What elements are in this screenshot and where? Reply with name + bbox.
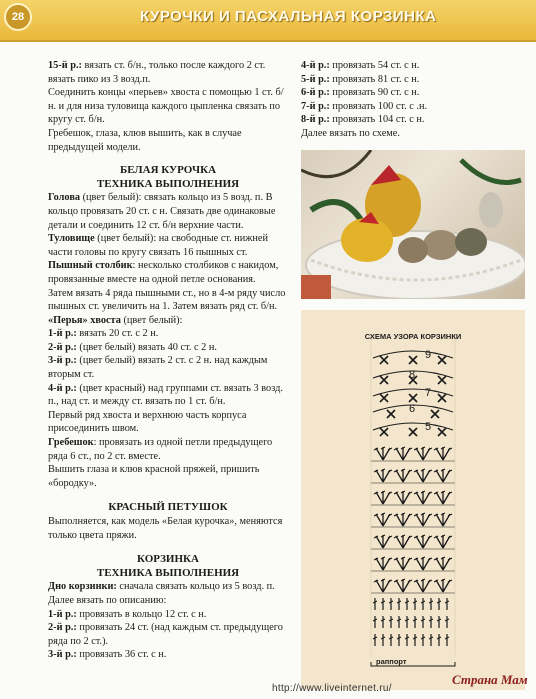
row-instruction: 8-й р.: провязать 104 ст. с н. xyxy=(301,114,425,126)
treble-fan-symbol xyxy=(416,557,430,570)
single-crochet-symbol xyxy=(409,356,417,364)
section-heading: КРАСНЫЙ ПЕТУШОК xyxy=(108,501,228,514)
treble-fan-symbol xyxy=(436,535,450,548)
section-heading: КОРЗИНКА xyxy=(137,553,199,566)
treble-fan-symbol xyxy=(416,535,430,548)
paragraph: Далее вязать по схеме. xyxy=(301,127,400,139)
pattern-chart xyxy=(301,310,525,690)
row-number-label: 5 xyxy=(425,421,432,433)
treble-fan-symbol xyxy=(376,469,390,482)
chain-arc-symbol xyxy=(373,389,453,396)
row-instruction: 2-й р.: провязать 24 ст. (над каждым ст. предыдущего ряда по 2 ст.). xyxy=(48,622,283,647)
row-instruction: 3-й р.: провязать 36 ст. с н. xyxy=(48,649,167,661)
treble-fan-symbol xyxy=(436,513,450,526)
treble-fan-symbol xyxy=(396,491,410,504)
treble-fan-symbol xyxy=(416,469,430,482)
treble-fan-symbol xyxy=(436,447,450,460)
paragraph: Гребешок: провязать из одной петли предыдущего ряда 6 ст., по 2 ст. вместе. xyxy=(48,437,273,462)
row-instruction: 2-й р.: (цвет белый) вязать 40 ст. с 2 н. xyxy=(48,341,217,353)
row-number-label: 9 xyxy=(425,349,432,361)
treble-fan-symbol xyxy=(436,579,450,592)
single-crochet-symbol xyxy=(438,428,446,436)
paragraph: Соединить концы «перьев» хвоста с помощью 1 ст. б/н. и для низа туловища каждого цыпленка связать по кругу ст. б/н. xyxy=(48,87,284,126)
paragraph: 15-й р.: вязать ст. б/н., только после каждого 2 ст. вязать пико из 3 возд.п. xyxy=(48,60,266,85)
page-header xyxy=(0,0,536,42)
treble-fan-symbol xyxy=(376,579,390,592)
chain-arc-symbol xyxy=(373,423,453,430)
single-crochet-symbol xyxy=(380,376,388,384)
watermark-url: http://www.liveinternet.ru/ xyxy=(272,683,392,694)
treble-fan-symbol xyxy=(396,447,410,460)
row-instruction: 3-й р.: (цвет белый) вязать 2 ст. с 2 н. над каждым вторым ст. xyxy=(48,355,268,381)
section-subheading: ТЕХНИКА ВЫПОЛНЕНИЯ xyxy=(96,566,240,579)
treble-fan-symbol xyxy=(416,513,430,526)
page-number: 28 xyxy=(4,3,32,31)
single-crochet-symbol xyxy=(438,356,446,364)
row-instruction: 1-й р.: вязать 20 ст. с 2 н. xyxy=(48,328,159,340)
paragraph: Первый ряд хвоста и верхнюю часть корпуса присоединить швом. xyxy=(48,409,247,435)
treble-fan-symbol xyxy=(436,469,450,482)
paragraph: Голова (цвет белый): связать кольцо из 5 возд. п. В кольцо провязать 20 ст. с н. Связать две одинаковые детали и соединить 12 ст. б/н верхние части. xyxy=(48,192,276,231)
treble-fan-symbol xyxy=(436,557,450,570)
single-crochet-symbol xyxy=(409,428,417,436)
row-instruction: 4-й р.: (цвет красный) над группами ст. вязать 3 возд. п., над ст. и между ст. вязать по 1 ст. б/н. xyxy=(48,382,283,408)
crochet-pattern-diagram xyxy=(301,310,525,690)
treble-fan-symbol xyxy=(416,579,430,592)
treble-fan-symbol xyxy=(416,447,430,460)
paragraph: Гребешок, глаза, клюв вышить, как в случае предыдущей модели. xyxy=(48,127,242,153)
single-crochet-symbol xyxy=(387,410,395,418)
paragraph: Затем вязать 4 ряда пышными ст., но в 4-м ряду число пышных ст. увеличить на 1. Затем вязать ряд ст. б/н. xyxy=(48,287,286,313)
watermark-logo: Страна Мам xyxy=(452,672,528,687)
treble-fan-symbol xyxy=(376,447,390,460)
treble-fan-symbol xyxy=(376,491,390,504)
single-crochet-symbol xyxy=(380,394,388,402)
paragraph: Дно корзинки: сначала связать кольцо из 5 возд. п. Далее вязать по описанию: xyxy=(48,581,275,606)
row-instruction: 5-й р.: провязать 81 ст. с н. xyxy=(301,73,420,85)
treble-fan-symbol xyxy=(396,513,410,526)
treble-fan-symbol xyxy=(376,535,390,548)
chain-arc-symbol xyxy=(373,351,453,358)
single-crochet-symbol xyxy=(409,394,417,402)
row-instruction: 6-й р.: провязать 90 ст. с н. xyxy=(301,87,420,99)
page-title: КУРОЧКИ И ПАСХАЛЬНАЯ КОРЗИНКА xyxy=(140,8,437,25)
treble-fan-symbol xyxy=(396,535,410,548)
treble-fan-symbol xyxy=(376,557,390,570)
treble-fan-symbol xyxy=(416,491,430,504)
basket-photo xyxy=(301,150,525,299)
row-number-label: 7 xyxy=(425,387,432,399)
paragraph: Туловище (цвет белый): на свободные ст. нижней части головы по кругу связать 16 пышных ст. xyxy=(48,233,268,258)
paragraph: Пышный столбик: несколько столбиков с накидом, провязанные вместе на одной петле основания. xyxy=(48,260,279,285)
single-crochet-symbol xyxy=(431,410,439,418)
treble-fan-symbol xyxy=(396,557,410,570)
single-crochet-symbol xyxy=(380,428,388,436)
treble-fan-symbol xyxy=(436,491,450,504)
single-crochet-symbol xyxy=(438,394,446,402)
paragraph: Выполняется, как модель «Белая курочка», меняются только цвета пряжи. xyxy=(48,516,283,541)
section-heading: БЕЛАЯ КУРОЧКА xyxy=(119,164,217,177)
paragraph: Вышить глаза и клюв красной пряжей, пришить «бородку». xyxy=(48,464,260,489)
treble-fan-symbol xyxy=(396,579,410,592)
row-instruction: 1-й р.: провязать в кольцо 12 ст. с н. xyxy=(48,608,207,620)
repeat-label: раппорт xyxy=(376,657,407,666)
left-column xyxy=(48,59,288,662)
row-number-label: 6 xyxy=(409,403,416,415)
paragraph: «Перья» хвоста (цвет белый): xyxy=(48,314,183,326)
diagram-title: СХЕМА УЗОРА КОРЗИНКИ xyxy=(364,332,462,341)
single-crochet-symbol xyxy=(438,376,446,384)
basket-photo-illustration xyxy=(301,150,525,299)
treble-fan-symbol xyxy=(376,513,390,526)
row-instruction: 7-й р.: провязать 100 ст. с .н. xyxy=(301,100,428,112)
treble-fan-symbol xyxy=(396,469,410,482)
row-number-label: 8 xyxy=(409,369,416,381)
single-crochet-symbol xyxy=(380,356,388,364)
row-instruction: 4-й р.: провязать 54 ст. с н. xyxy=(301,60,420,71)
right-column xyxy=(301,59,525,141)
section-subheading: ТЕХНИКА ВЫПОЛНЕНИЯ xyxy=(96,177,240,190)
